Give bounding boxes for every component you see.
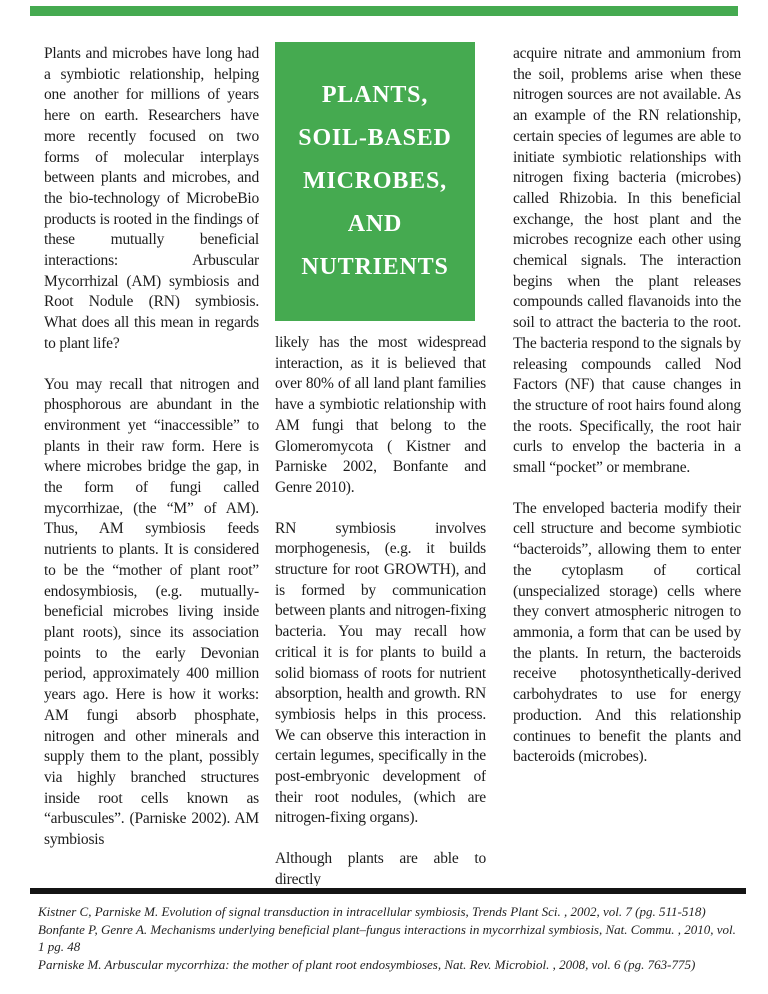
body-paragraph: RN symbiosis involves morphogenesis, (e.g. it builds structure for root GROWTH), and is formed by communication between plants and nitrogen-fixing bacteria. You may recall how critical it is for plants to build a solid biomass of roots for nutrient absorption, health and growth. RN symbiosis helps in this process. We can observe this interaction in certain legumes, specifically in the post-embryonic development of their root nodules, (which are nitrogen-fixing organs). — [275, 519, 486, 827]
title-line: NUTRIENTS — [301, 254, 449, 280]
body-paragraph: acquire nitrate and ammonium from the soil, problems arise when these nitrogen sources are not available. As an example of the RN relationship, certain species of legumes are able to initiate symbiotic relationships with nitrogen fixing bacteria (microbes) called Rhizobia. In this beneficial exchange, the host plant and the microbes recognize each other using chemical signals. The interaction begins when the plant releases compounds called flavanoids into the soil to attract the bacteria to the root. The bacteria respond to the signals by releasing compounds called Nod Factors (NF) that cause changes in the structure of root hairs found along the roots. Specifically, the root hair curls to envelop the bacteria in a small “pocket” or membrane. — [513, 45, 741, 477]
top-green-rule — [30, 6, 738, 16]
body-paragraph: likely has the most widespread interaction, as it is believed that over 80% of all land plant families have a symbiotic relationship with AM fungi that belong to the Glomeromycota ( Kistner and Parniske 2002, Bonfante and Genre 2010). — [275, 334, 486, 496]
column-middle — [275, 42, 486, 886]
body-paragraph: Although plants are able to directly — [275, 850, 486, 886]
reference-citation: Kistner C, Parniske M. Evolution of signal transduction in intracellular symbiosis, Trends Plant Sci. , 2002, vol. 7 (pg. 511-518) — [38, 904, 706, 919]
column-right — [513, 44, 741, 888]
title-line: AND — [347, 211, 403, 237]
body-paragraph: Plants and microbes have long had a symbiotic relationship, helping one another for millions of years here on earth. Researchers have more recently focused on two forms of molecular interplays between plants and microbes, and the bio-technology of MicrobeBio products is rooted in the findings of these mutually beneficial interactions: Arbuscular Mycorrhizal (AM) symbiosis and Root Nodule (RN) symbiosis. What does all this mean in regards to plant life? — [44, 45, 259, 352]
references-section — [38, 903, 744, 973]
body-paragraph: The enveloped bacteria modify their cell structure and become symbiotic “bacteroids”, allowing them to enter the cytoplasm of cortical (unspecialized storage) cells where they convert atmospheric nitrogen to ammonia, a form that can be used by the plants. In return, the bacteroids receive photosynthetically-derived carbohydrates to use for energy production. And this relationship continues to benefit the plants and bacteroids (microbes). — [513, 499, 741, 766]
title-line: PLANTS, — [321, 82, 429, 108]
title-line: MICROBES, — [303, 168, 447, 194]
article-title-box — [275, 42, 475, 321]
reference-citation: Bonfante P, Genre A. Mechanisms underlying beneficial plant–fungus interactions in mycorrhizal symbiosis, Nat. Commu. , 2010, vol. 1 pg. 48 — [38, 921, 736, 954]
column-left — [44, 44, 259, 888]
footer-rule — [30, 888, 746, 894]
reference-citation: Parniske M. Arbuscular mycorrhiza: the mother of plant root endosymbioses, Nat. Rev. Microbiol. , 2008, vol. 6 (pg. 763-775) — [38, 956, 696, 972]
body-paragraph: You may recall that nitrogen and phosphorous are abundant in the environment yet “inaccessible” to plants in their raw form. Here is where microbes bridge the gap, in the form of fungi called mycorrhizae, (the “M” of AM). Thus, AM symbiosis feeds nutrients to plants. It is considered to be the “mother of plant root” endosymbiosis, (e.g. mutually-beneficial microbes living inside plant roots), since its association points to the early Devonian period, approximately 400 million years ago. Here is how it works: AM fungi absorb phosphate, nitrogen and other minerals and supply them to the plant, possibly via highly branched structures inside root cells known as “arbuscules”. (Parniske 2002). AM symbiosis — [44, 375, 259, 849]
title-line: SOIL-BASED — [298, 125, 452, 151]
